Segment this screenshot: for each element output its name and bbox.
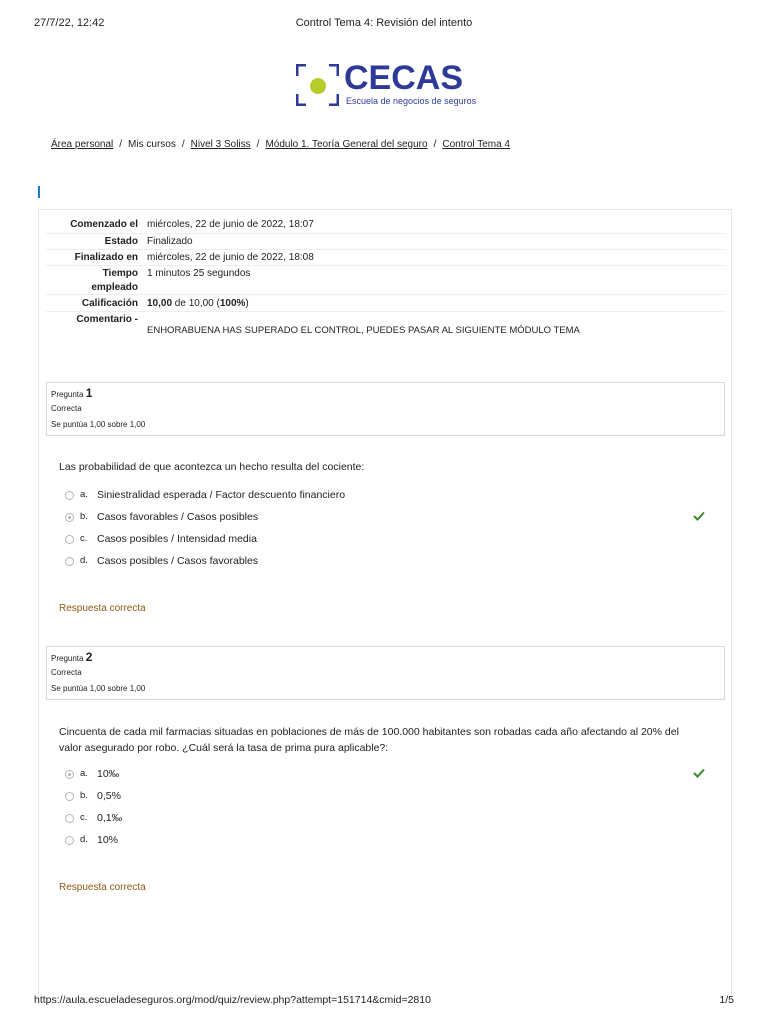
summary-row-comment <box>46 311 726 341</box>
grade-percent: 100% <box>219 298 246 309</box>
summary-label: Comenzado el <box>70 219 138 230</box>
question-2-answer-b[interactable]: b. 0,5% <box>65 790 665 804</box>
breadcrumb-link-control[interactable]: Control Tema 4 <box>442 139 510 150</box>
question-1-answer-d[interactable]: d. Casos posibles / Casos favorables <box>65 555 665 569</box>
question-state: Correcta <box>51 668 82 677</box>
question-grade: Se puntúa 1,00 sobre 1,00 <box>51 420 146 429</box>
breadcrumb-link-nivel[interactable]: Nivel 3 Soliss <box>190 139 251 150</box>
summary-value: Finalizado <box>147 236 193 247</box>
summary-value: ENHORABUENA HAS SUPERADO EL CONTROL, PUEDES PASAR AL SIGUIENTE MÓDULO TEMA <box>147 325 580 336</box>
question-2-text: Cincuenta de cada mil farmacias situadas en poblaciones de más de 100.000 habitantes son robadas cada año afectando al 20% del valor asegurado por robo. ¿Cuál será la tasa de prima pura aplicable?: <box>59 726 679 754</box>
correct-check-icon <box>693 768 705 778</box>
question-1-info <box>46 382 725 436</box>
question-2-answer-a[interactable]: a. 10‰ <box>65 768 665 782</box>
radio-button[interactable] <box>65 535 74 544</box>
print-url: https://aula.escueladeseguros.org/mod/quiz/review.php?attempt=151714&cmid=2810 <box>34 994 431 1006</box>
question-1-answer-b[interactable]: b. Casos favorables / Casos posibles <box>65 511 665 525</box>
summary-row-time <box>46 265 726 294</box>
radio-button[interactable] <box>65 557 74 566</box>
question-state: Correcta <box>51 404 82 413</box>
logo-tagline: Escuela de negocios de seguros <box>346 96 477 106</box>
summary-value: 10,00 de 10,00 (100%) <box>147 298 249 309</box>
summary-row-finished <box>46 249 726 265</box>
question-1-answer-a[interactable]: a. Siniestralidad esperada / Factor descuento financiero <box>65 489 665 503</box>
summary-label: Tiempo <box>102 268 138 279</box>
summary-row-grade <box>46 294 726 311</box>
cecas-logo[interactable] <box>296 59 477 108</box>
radio-button-selected[interactable] <box>65 770 74 779</box>
question-2-answer-d[interactable]: d. 10% <box>65 834 665 848</box>
summary-label: Comentario - <box>76 314 138 325</box>
radio-button[interactable] <box>65 792 74 801</box>
question-1-feedback: Respuesta correcta <box>59 603 146 614</box>
question-1-text: Las probabilidad de que acontezca un hecho resulta del cociente: <box>59 461 365 473</box>
grade-score: 10,00 <box>147 298 173 309</box>
radio-button-selected[interactable] <box>65 513 74 522</box>
logo-wordmark: CECAS <box>344 59 464 97</box>
question-2-feedback: Respuesta correcta <box>59 882 146 893</box>
correct-check-icon <box>693 511 705 521</box>
summary-label: empleado <box>91 282 138 293</box>
breadcrumb-item-mis-cursos: Mis cursos <box>128 139 176 150</box>
breadcrumb-link-modulo[interactable]: Módulo 1. Teoría General del seguro <box>265 139 428 150</box>
question-number: Pregunta 1 <box>51 386 93 400</box>
page-accent-bar <box>38 186 40 198</box>
radio-button[interactable] <box>65 491 74 500</box>
radio-button[interactable] <box>65 836 74 845</box>
print-title: Control Tema 4: Revisión del intento <box>295 17 473 29</box>
print-page-number: 1/5 <box>719 994 734 1006</box>
breadcrumb: Área personal / Mis cursos / Nivel 3 Soliss / Módulo 1. Teoría General del seguro / Control Tema 4 <box>51 139 510 150</box>
question-2-info <box>46 646 725 700</box>
summary-row-started <box>46 216 726 233</box>
question-1-answer-c[interactable]: c. Casos posibles / Intensidad media <box>65 533 665 547</box>
summary-value: miércoles, 22 de junio de 2022, 18:07 <box>147 219 314 230</box>
breadcrumb-link-area-personal[interactable]: Área personal <box>51 139 114 150</box>
print-header <box>34 17 734 31</box>
summary-value: 1 minutos 25 segundos <box>147 268 251 279</box>
summary-value: miércoles, 22 de junio de 2022, 18:08 <box>147 252 314 263</box>
summary-row-state <box>46 233 726 249</box>
question-2-answer-c[interactable]: c. 0,1‰ <box>65 812 665 826</box>
summary-label: Finalizado en <box>74 252 138 263</box>
question-number: Pregunta 2 <box>51 650 93 664</box>
question-grade: Se puntúa 1,00 sobre 1,00 <box>51 684 146 693</box>
radio-button[interactable] <box>65 814 74 823</box>
cecas-logo-mark-icon <box>296 64 339 106</box>
summary-label: Estado <box>104 236 138 247</box>
print-datetime: 27/7/22, 12:42 <box>34 17 105 29</box>
print-footer <box>34 994 734 1008</box>
summary-label: Calificación <box>81 298 138 309</box>
